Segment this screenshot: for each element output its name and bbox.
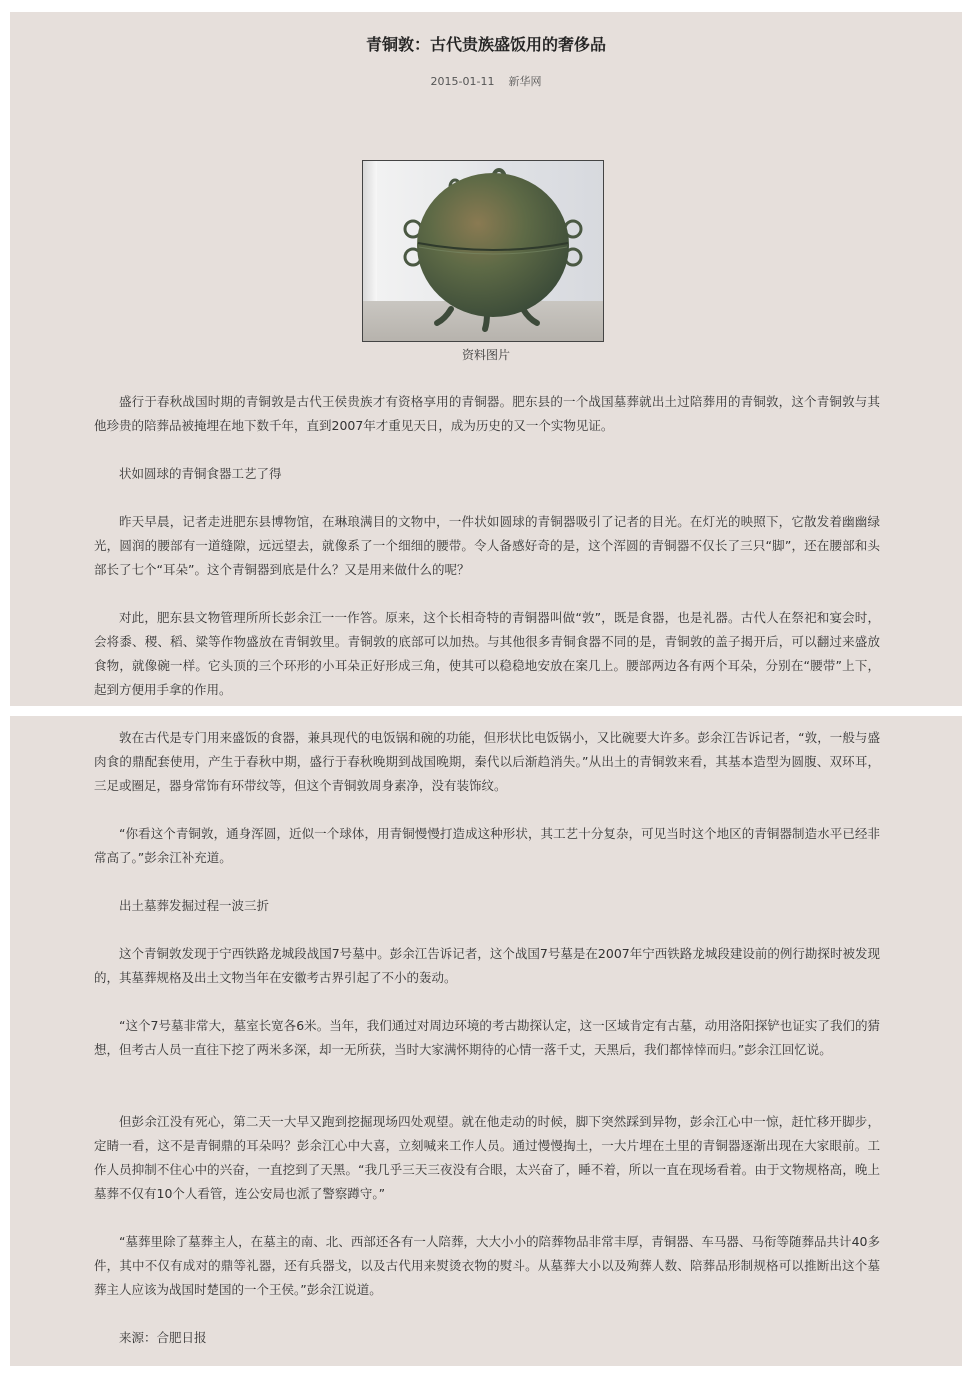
article-date: 2015-01-11 [430, 75, 495, 88]
section-heading-1: 状如圆球的青铜食器工艺了得 [119, 466, 282, 481]
paragraph-burial-goods: “墓葬里除了墓葬主人，在墓主的南、北、西部还各有一人陪葬，大大小小的陪葬物品非常丰厚，青铜器、车马器、马衔等随葬品共计40多件，其中不仅有成对的鼎等礼器，还有兵器戈，以及古代用来熨烫衣物的熨斗。从墓葬大小以及殉葬人数、陪葬品形制规格可以推断出这个墓葬主人应该为战国时楚国的一个王侯。”彭余江说道。 [94, 1234, 880, 1297]
paragraph-tomb-size: “这个7号墓非常大，墓室长宽各6米。当年，我们通过对周边环境的考古勘探认定，这一区域肯定有古墓，动用洛阳探铲也证实了我们的猜想，但考古人员一直往下挖了两米多深，却一无所获，当时大家满怀期待的心情一落千丈，天黑后，我们都悻悻而归。”彭余江回忆说。 [94, 1018, 880, 1057]
section-heading-2: 出土墓葬发掘过程一波三折 [119, 898, 270, 913]
image-caption: 资料图片 [461, 348, 510, 362]
article-meta [10, 73, 962, 89]
paragraph-intro: 盛行于春秋战国时期的青铜敦是古代王侯贵族才有资格享用的青铜器。肥东县的一个战国墓葬就出土过陪葬用的青铜敦，这个青铜敦与其他珍贵的陪葬品被掩埋在地下数千年，直到2007年才重见天日，成为历史的又一个实物见证。 [94, 394, 880, 433]
paragraph-museum: 昨天早晨，记者走进肥东县博物馆，在琳琅满目的文物中，一件状如圆球的青铜器吸引了记者的目光。在灯光的映照下，它散发着幽幽绿光，圆润的腰部有一道缝隙，远远望去，就像系了一个细细的腰带。令人备感好奇的是，这个浑圆的青铜器不仅长了三只“脚”，还在腰部和头部长了七个“耳朵”。这个青铜器到底是什么？又是用来做什么的呢？ [94, 514, 880, 577]
paragraph-excavation: 但彭余江没有死心，第二天一大早又跑到挖掘现场四处观望。就在他走动的时候，脚下突然踩到异物，彭余江心中一惊，赶忙移开脚步，定睛一看，这不是青铜鼎的耳朵吗？彭余江心中大喜，立刻喊来工作人员。通过慢慢掏土，一大片埋在土里的青铜器逐渐出现在大家眼前。工作人员抑制不住心中的兴奋，一直挖到了天黑。“我几乎三天三夜没有合眼，太兴奋了，睡不着，所以一直在现场看着。由于文物规格高，晚上墓葬不仅有10个人看管，连公安局也派了警察蹲守。” [94, 1114, 880, 1201]
paragraph-dui-history: 敦在古代是专门用来盛饭的食器，兼具现代的电饭锅和碗的功能，但形状比电饭锅小，又比碗要大许多。彭余江告诉记者，“敦，一般与盛肉食的鼎配套使用，产生于春秋中期，盛行于春秋晚期到战国晚期，秦代以后渐趋消失。”从出土的青铜敦来看，其基本造型为圆腹、双环耳，三足或圈足，器身常饰有环带纹等，但这个青铜敦周身素净，没有装饰纹。 [94, 730, 880, 793]
article-source: 新华网 [508, 75, 542, 88]
article-panel-bottom [10, 716, 962, 1366]
bronze-dui-photo [362, 160, 604, 342]
article-title: 青铜敦：古代贵族盛饭用的奢侈品 [365, 35, 606, 54]
paragraph-craft: “你看这个青铜敦，通身浑圆，近似一个球体，用青铜慢慢打造成这种形状，其工艺十分复杂，可见当时这个地区的青铜器制造水平已经非常高了。”彭余江补充道。 [94, 826, 880, 865]
paragraph-explanation: 对此，肥东县文物管理所所长彭余江一一作答。原来，这个长相奇特的青铜器叫做“敦”，既是食器，也是礼器。古代人在祭祀和宴会时，会将黍、稷、稻、粱等作物盛放在青铜敦里。青铜敦的底部可以加热。与其他很多青铜食器不同的是，青铜敦的盖子揭开后，可以翻过来盛放食物，就像碗一样。它头顶的三个环形的小耳朵正好形成三角，使其可以稳稳地安放在案几上。腰部两边各有两个耳朵，分别在“腰带”上下，起到方便用手拿的作用。 [94, 610, 880, 697]
paragraph-discovery: 这个青铜敦发现于宁西铁路龙城段战国7号墓中。彭余江告诉记者，这个战国7号墓是在2007年宁西铁路龙城段建设前的例行勘探时被发现的，其墓葬规格及出土文物当年在安徽考古界引起了不小的轰动。 [94, 946, 880, 985]
article-panel-top [10, 12, 962, 706]
article-source-credit: 来源：合肥日报 [119, 1330, 207, 1345]
bronze-vessel-illustration [363, 161, 603, 341]
